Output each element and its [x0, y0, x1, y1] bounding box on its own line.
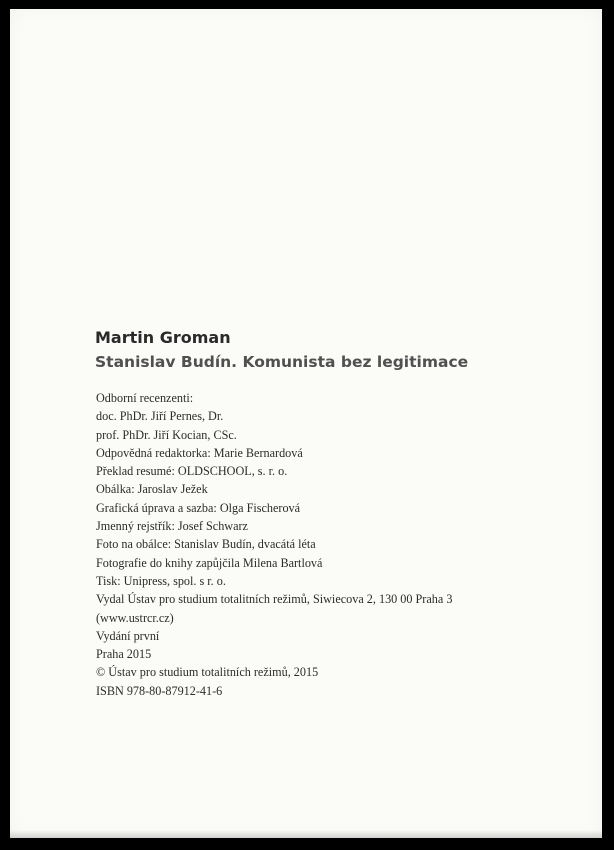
credit-line: Tisk: Unipress, spol. s r. o.: [96, 573, 226, 588]
credit-line: Foto na obálce: Stanislav Budín, dvacátá léta: [96, 537, 316, 552]
credit-line: Odborní recenzenti:: [96, 391, 194, 405]
credit-line: Fotografie do knihy zapůjčila Milena Bartlová: [96, 555, 323, 570]
credit-line: Grafická úprava a sazba: Olga Fischerová: [96, 500, 301, 515]
credit-line: ISBN 978-80-87912-41-6: [96, 683, 223, 698]
book-page: [10, 9, 602, 838]
book-title: Stanislav Budín. Komunista bez legitimace: [95, 353, 469, 371]
scan-edge-shadow: [10, 830, 602, 838]
credit-line: (www.ustrcr.cz): [96, 610, 174, 625]
author-name: Martin Groman: [95, 328, 231, 347]
credit-line: © Ústav pro studium totalitních režimů, 2015: [96, 665, 319, 680]
credit-line: Praha 2015: [96, 647, 152, 662]
colophon-credits: [96, 389, 452, 700]
credit-line: Vydal Ústav pro studium totalitních režimů, Siwiecova 2, 130 00 Praha 3: [96, 592, 453, 607]
credit-line: Překlad resumé: OLDSCHOOL, s. r. o.: [96, 464, 288, 479]
credit-line: Obálka: Jaroslav Ježek: [96, 482, 208, 497]
credit-line: Vydání první: [96, 628, 160, 643]
credit-line: Jmenný rejstřík: Josef Schwarz: [96, 519, 248, 534]
credit-line: prof. PhDr. Jiří Kocian, CSc.: [96, 427, 237, 442]
credit-line: Odpovědná redaktorka: Marie Bernardová: [96, 445, 303, 460]
credit-line: doc. PhDr. Jiří Pernes, Dr.: [96, 409, 224, 424]
